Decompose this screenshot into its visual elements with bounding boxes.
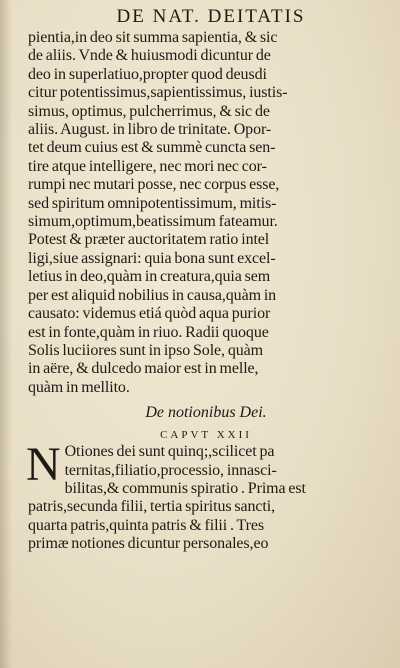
text-line: simum,optimum,beatissimum fateamur. — [28, 213, 278, 231]
text-line: est in fonte,quàm in riuo. Radii quoque — [28, 323, 269, 341]
text-line: quàm in mellito. — [28, 378, 130, 396]
running-head: DE NAT. DEITATIS — [116, 6, 306, 27]
text-line: de aliis. Vnde & huiusmodi dicuntur de — [28, 47, 271, 65]
text-line: quarta patris,quinta patris & filii . Tres — [28, 516, 264, 534]
text-line: rumpi nec mutari posse, nec corpus esse, — [28, 176, 280, 194]
text-line: patris,secunda filii, tertia spiritus sancti, — [28, 498, 275, 516]
gutter-shadow — [0, 0, 12, 668]
text-line: deo in superlatiuo,propter quod deusdi — [28, 65, 267, 83]
text-line: in aëre, & dulcedo maior est in melle, — [28, 360, 259, 378]
main-paragraph — [28, 29, 384, 397]
text-line: Solis luciiores sunt in ipso Sole, quàm — [28, 341, 263, 359]
text-line: aliis. August. in libro de trinitate. Opor- — [28, 121, 272, 139]
text-line: pientia,in deo sit summa sapientia, & sic — [28, 29, 278, 46]
text-line: bilitas,& communis spiratio . Prima est — [64, 479, 306, 497]
text-line: sed spiritum omnipotentissimum, mitis- — [28, 194, 277, 212]
text-line: ligi,siue assignari: quia bona sunt excel- — [28, 249, 276, 267]
text-line: letius in deo,quàm in creatura,quia sem — [28, 268, 271, 286]
text-line: tet deum cuius est & summè cuncta sen- — [28, 139, 276, 157]
text-line: tire atque intelligere, nec mori nec cor- — [28, 157, 267, 175]
text-line: ternitas,filiatio,processio, innasci- — [64, 461, 277, 479]
chapter-paragraph — [26, 438, 384, 553]
chapter-heading: CAPVT XXII — [160, 429, 252, 442]
text-line: citur potentissimus,sapientissimus, iustis- — [28, 84, 288, 102]
section-subhead: De notionibus Dei. — [145, 404, 267, 422]
text-line: per est aliquid nobilius in causa,quàm in — [28, 286, 277, 304]
text-line: simus, optimus, pulcherrimus, & sic de — [28, 102, 270, 120]
text-line: primæ notiones dicuntur personales,eo — [28, 535, 269, 553]
text-line: Otiones dei sunt quinq;,scilicet pa — [64, 443, 275, 461]
text-line: causato: videmus etiá quòd aqua purior — [28, 305, 271, 323]
drop-cap: N — [26, 438, 61, 492]
text-line: Potest & præter auctoritatem ratio intel — [28, 231, 270, 249]
